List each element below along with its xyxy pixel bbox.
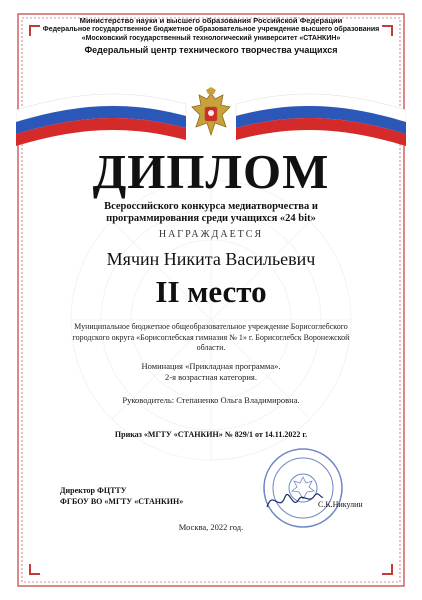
- awarded-label: НАГРАЖДАЕТСЯ: [158, 229, 264, 240]
- signatory-position: [60, 485, 183, 507]
- organization: [0, 322, 422, 354]
- nomination-line2: 2-я возрастная категория.: [165, 372, 257, 382]
- contest-title-line2: программирования среди учащихся «24 bit»: [106, 213, 316, 224]
- signatory-position-line1: Директор ФЦТТУ: [60, 486, 127, 495]
- organization-line3: области.: [196, 343, 226, 352]
- diploma-title: ДИПЛОМ: [92, 144, 330, 199]
- nomination: [0, 361, 422, 383]
- order-reference: Приказ «МГТУ «СТАНКИН» № 829/1 от 14.11.2022 г.: [114, 430, 308, 439]
- organization-line1: Муниципальное бюджетное общеобразовательное учреждение Борисоглебского: [74, 322, 348, 331]
- header-ministry: Министерство науки и высшего образования Российской Федерации: [79, 16, 343, 25]
- leader: Руководитель: Степаненко Ольга Владимировна.: [122, 395, 300, 405]
- organization-line2: городского округа «Борисоглебская гимназия № 1» г. Борисоглебск Воронежской: [72, 332, 350, 342]
- signature-scribble: [265, 485, 325, 515]
- nomination-line1: Номинация «Прикладная программа».: [141, 361, 281, 371]
- award-place: II место: [155, 274, 267, 309]
- signatory-position-line2: ФГБОУ ВО «МГТУ «СТАНКИН»: [60, 497, 184, 506]
- header-institution-type: Федеральное государственное бюджетное образовательное учреждение высшего образования: [42, 26, 380, 33]
- signatory-name: С.К.Никулин: [318, 500, 363, 509]
- recipient-name: Мячин Никита Васильевич: [106, 249, 316, 269]
- header-university: «Московский государственный технологический университет «СТАНКИН»: [81, 35, 341, 42]
- coat-of-arms-icon: [188, 87, 234, 139]
- place-and-date: Москва, 2022 год.: [178, 522, 244, 532]
- contest-title-line1: Всероссийского конкурса медиатворчества и: [104, 201, 318, 212]
- header-center: Федеральный центр технического творчества учащихся: [84, 45, 338, 55]
- contest-title: [0, 201, 422, 225]
